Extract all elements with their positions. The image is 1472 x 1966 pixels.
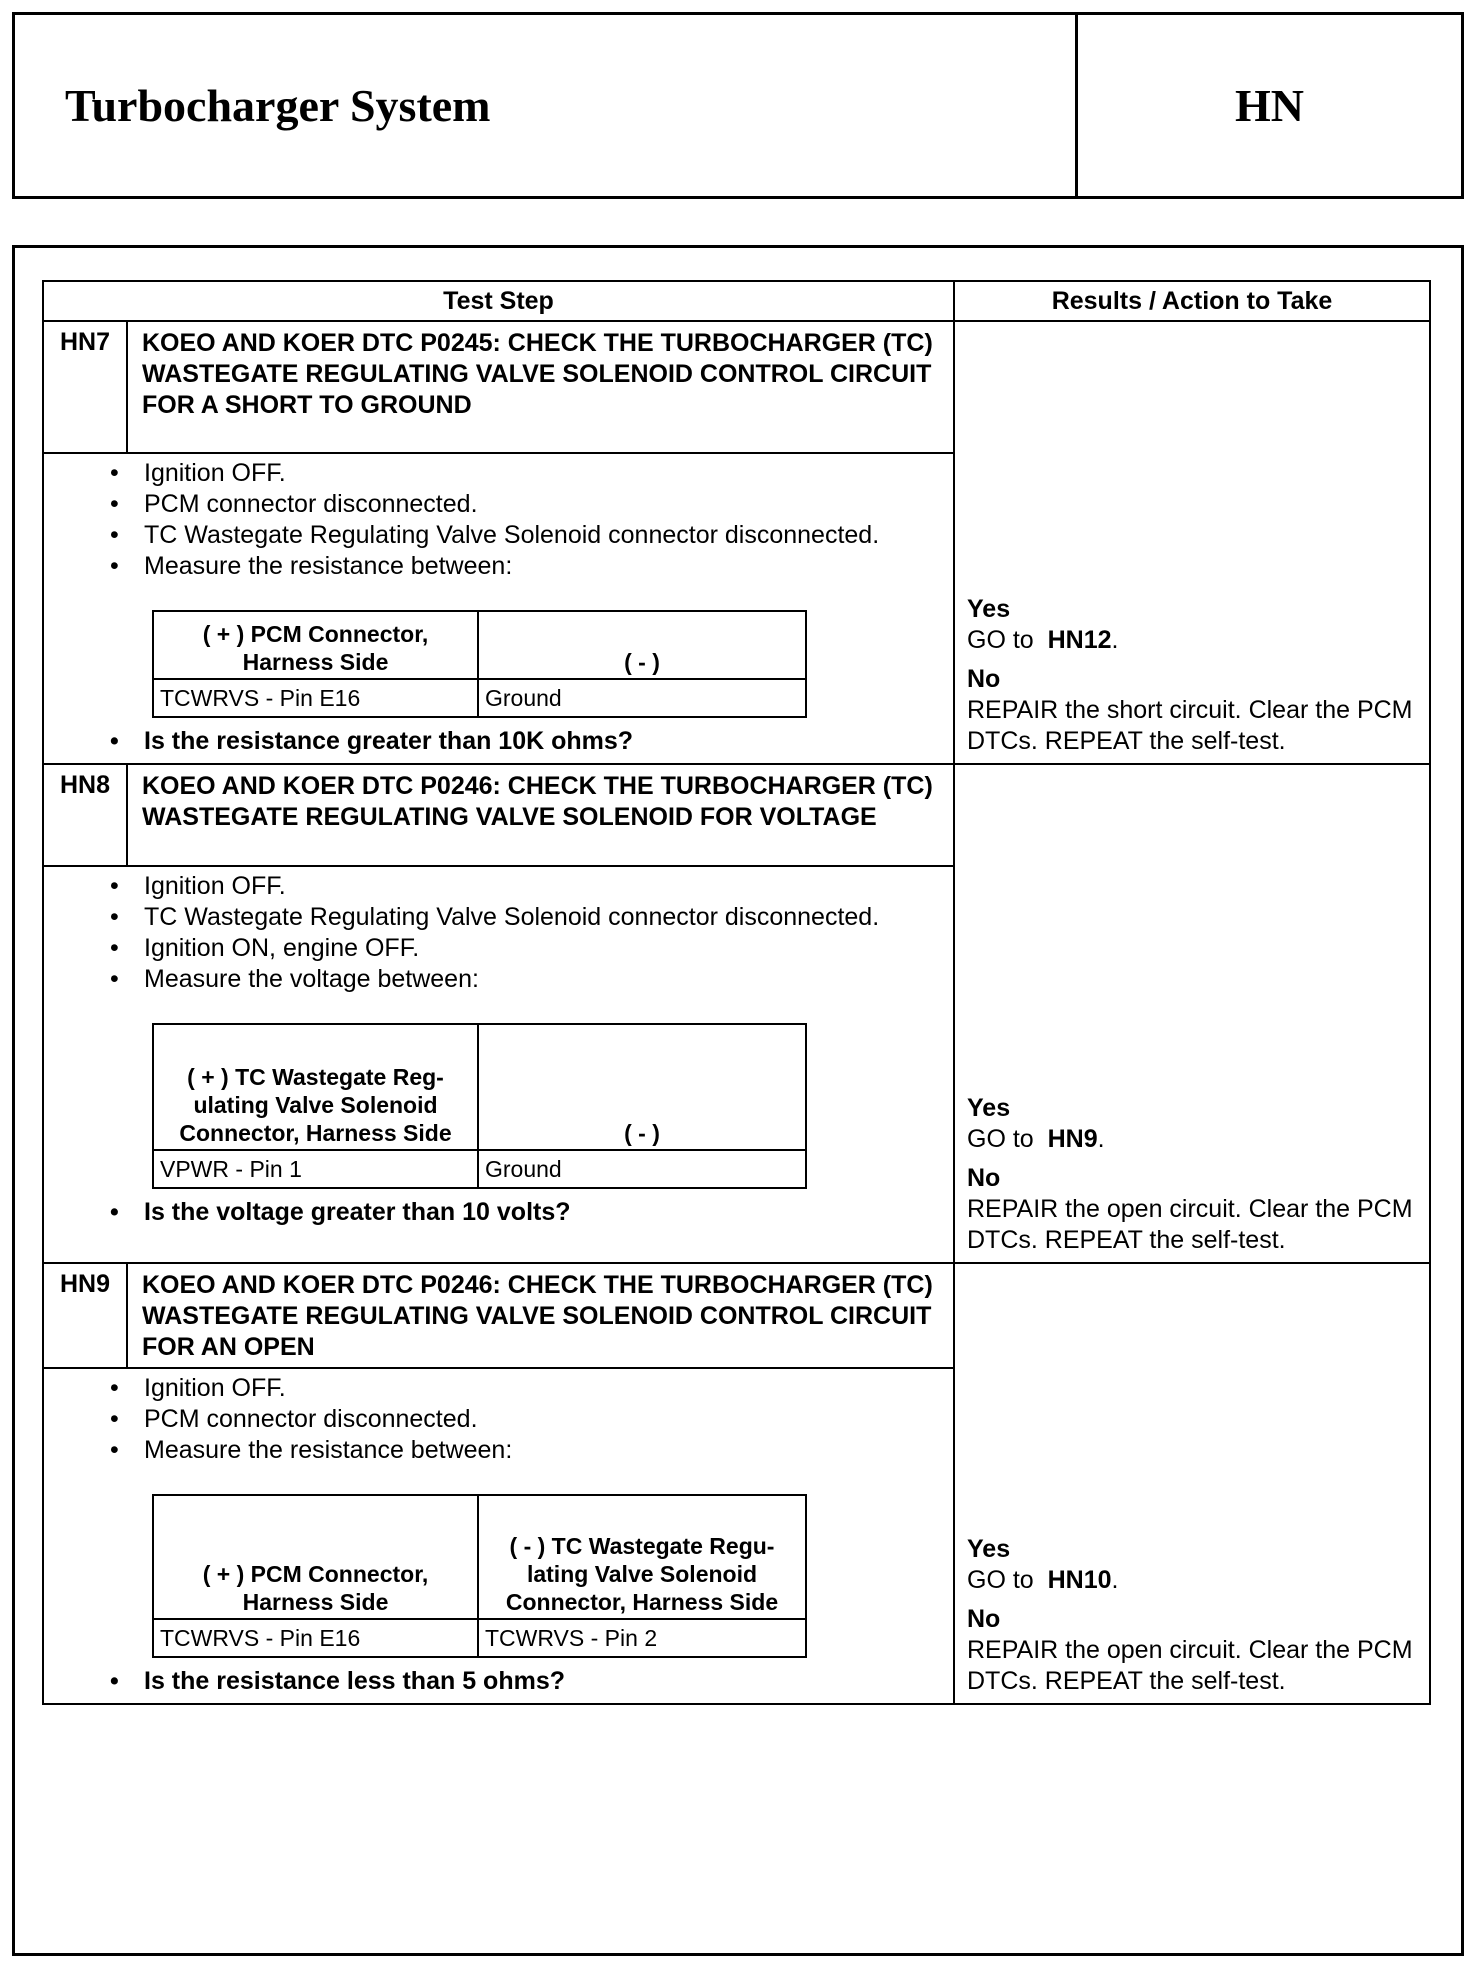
yes-label: Yes — [967, 595, 1011, 623]
list-item: • Ignition ON, engine OFF. — [102, 933, 943, 964]
positive-lead-value: VPWR - Pin 1 — [153, 1150, 478, 1188]
go-to-text: GO to — [967, 1125, 1034, 1153]
negative-lead-value: TCWRVS - Pin 2 — [478, 1619, 806, 1657]
step-procedure — [44, 1368, 953, 1703]
list-item: • TC Wastegate Regulating Valve Solenoid connector disconnected. — [102, 902, 943, 933]
list-item: • Measure the resistance between: — [102, 1435, 943, 1466]
yes-label: Yes — [967, 1535, 1011, 1563]
procedure-list — [102, 871, 943, 995]
negative-lead-value: Ground — [478, 1150, 806, 1188]
measurement-table — [152, 1494, 807, 1658]
list-item: • Measure the resistance between: — [102, 551, 943, 582]
go-to-target-link[interactable]: HN10 — [1047, 1566, 1112, 1594]
section-code: HN — [1235, 80, 1304, 131]
step-question: • Is the resistance greater than 10K ohms? — [102, 726, 943, 757]
step-question: • Is the voltage greater than 10 volts? — [102, 1197, 943, 1228]
page-header — [12, 12, 1464, 199]
go-to-text: GO to — [967, 626, 1034, 654]
measurement-table — [152, 610, 807, 718]
step-procedure — [44, 453, 953, 763]
step-result: Yes GO to HN12. No REPAIR the short circuit. Clear the PCM DTCs. REPEAT the self-test. — [954, 321, 1430, 764]
procedure-list — [102, 458, 943, 582]
step-procedure — [44, 866, 953, 1262]
section-title: Turbocharger System — [15, 15, 1078, 196]
positive-lead-header: ( + ) TC Wastegate Reg- ulating Valve Solenoid Connector, Harness Side — [153, 1024, 478, 1150]
step-title: KOEO AND KOER DTC P0246: CHECK THE TURBOCHARGER (TC) WASTEGATE REGULATING VALVE SOLENOID CONTROL CIRCUIT FOR AN OPEN — [127, 1264, 953, 1368]
list-item: • Ignition OFF. — [102, 1373, 943, 1404]
negative-lead-header: ( - ) TC Wastegate Regu- lating Valve Solenoid Connector, Harness Side — [478, 1495, 806, 1619]
positive-lead-value: TCWRVS - Pin E16 — [153, 679, 478, 717]
table-header-row — [43, 281, 1430, 321]
step-title: KOEO AND KOER DTC P0245: CHECK THE TURBOCHARGER (TC) WASTEGATE REGULATING VALVE SOLENOID CONTROL CIRCUIT FOR A SHORT TO GROUND — [127, 322, 953, 453]
no-action: REPAIR the short circuit. Clear the PCM DTCs. REPEAT the self-test. — [967, 696, 1413, 755]
col-header-results: Results / Action to Take — [954, 281, 1430, 321]
positive-lead-header: ( + ) PCM Connector, Harness Side — [153, 1495, 478, 1619]
yes-label: Yes — [967, 1094, 1011, 1122]
procedure-list — [102, 1373, 943, 1466]
no-label: No — [967, 1605, 1001, 1633]
no-action: REPAIR the open circuit. Clear the PCM DTCs. REPEAT the self-test. — [967, 1195, 1413, 1254]
step-hn9 — [43, 1263, 1430, 1704]
negative-lead-header: ( - ) — [478, 611, 806, 679]
no-action: REPAIR the open circuit. Clear the PCM DTCs. REPEAT the self-test. — [967, 1636, 1413, 1695]
go-to-text: GO to — [967, 1566, 1034, 1594]
col-header-test-step: Test Step — [43, 281, 954, 321]
list-item: • Ignition OFF. — [102, 458, 943, 489]
step-title: KOEO AND KOER DTC P0246: CHECK THE TURBOCHARGER (TC) WASTEGATE REGULATING VALVE SOLENOID FOR VOLTAGE — [127, 765, 953, 866]
list-item: • Measure the voltage between: — [102, 964, 943, 995]
go-to-target-link[interactable]: HN9 — [1047, 1125, 1098, 1153]
list-item: • Ignition OFF. — [102, 871, 943, 902]
step-id: HN7 — [44, 322, 127, 453]
test-step-table — [42, 280, 1431, 1705]
step-id: HN9 — [44, 1264, 127, 1368]
negative-lead-header: ( - ) — [478, 1024, 806, 1150]
no-label: No — [967, 1164, 1001, 1192]
step-hn7 — [43, 321, 1430, 764]
negative-lead-value: Ground — [478, 679, 806, 717]
list-item: • TC Wastegate Regulating Valve Solenoid connector disconnected. — [102, 520, 943, 551]
step-result: Yes GO to HN10. No REPAIR the open circuit. Clear the PCM DTCs. REPEAT the self-test. — [954, 1263, 1430, 1704]
go-to-target-link[interactable]: HN12 — [1047, 626, 1112, 654]
positive-lead-value: TCWRVS - Pin E16 — [153, 1619, 478, 1657]
step-hn8 — [43, 764, 1430, 1263]
step-id: HN8 — [44, 765, 127, 866]
step-question: • Is the resistance less than 5 ohms? — [102, 1666, 943, 1697]
measurement-table — [152, 1023, 807, 1189]
positive-lead-header: ( + ) PCM Connector, Harness Side — [153, 611, 478, 679]
no-label: No — [967, 665, 1001, 693]
list-item: • PCM connector disconnected. — [102, 1404, 943, 1435]
list-item: • PCM connector disconnected. — [102, 489, 943, 520]
step-result: Yes GO to HN9. No REPAIR the open circuit. Clear the PCM DTCs. REPEAT the self-test. — [954, 764, 1430, 1263]
